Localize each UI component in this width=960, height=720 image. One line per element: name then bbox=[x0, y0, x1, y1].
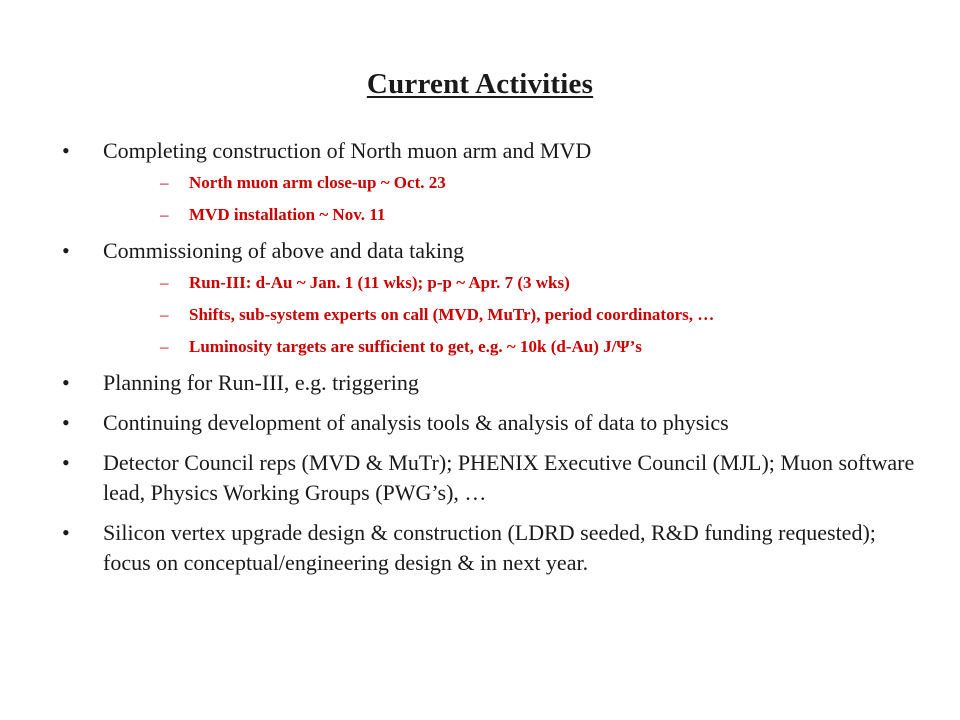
sub-text: Luminosity targets are sufficient to get, e.g. ~ 10k (d-Au) J/Ψ’s bbox=[189, 337, 642, 356]
bullet-text: Silicon vertex upgrade design & construction (LDRD seeded, R&D funding requested); focus on conceptual/engineering design & in next year. bbox=[103, 520, 876, 575]
sub-item bbox=[103, 172, 920, 194]
bullet-item bbox=[60, 236, 920, 358]
sub-dash: – bbox=[160, 273, 169, 292]
sub-text: MVD installation ~ Nov. 11 bbox=[189, 205, 386, 224]
bullet-item bbox=[60, 408, 920, 438]
sub-item bbox=[103, 336, 920, 358]
sub-text: North muon arm close-up ~ Oct. 23 bbox=[189, 173, 446, 192]
sub-list bbox=[103, 272, 920, 358]
bullet-dot: • bbox=[62, 450, 70, 475]
bullet-text: Commissioning of above and data taking bbox=[103, 238, 465, 263]
sub-text: Run-III: d-Au ~ Jan. 1 (11 wks); p-p ~ Apr. 7 (3 wks) bbox=[189, 273, 570, 292]
sub-item bbox=[103, 204, 920, 226]
bullet-dot: • bbox=[62, 410, 70, 435]
bullet-item bbox=[60, 448, 920, 508]
bullet-dot: • bbox=[62, 238, 70, 263]
bullet-text: Planning for Run-III, e.g. triggering bbox=[103, 370, 419, 395]
sub-item bbox=[103, 272, 920, 294]
sub-dash: – bbox=[160, 173, 169, 192]
bullet-text: Detector Council reps (MVD & MuTr); PHENIX Executive Council (MJL); Muon software lead, Physics Working Groups (PWG’s), … bbox=[103, 450, 915, 505]
bullet-item bbox=[60, 368, 920, 398]
bullet-dot: • bbox=[62, 520, 70, 545]
bullet-text: Completing construction of North muon arm and MVD bbox=[103, 138, 592, 163]
sub-list bbox=[103, 172, 920, 226]
bullet-list bbox=[60, 136, 920, 588]
bullet-item bbox=[60, 136, 920, 226]
bullet-dot: • bbox=[62, 370, 70, 395]
sub-dash: – bbox=[160, 205, 169, 224]
bullet-item bbox=[60, 518, 920, 578]
sub-item bbox=[103, 304, 920, 326]
sub-dash: – bbox=[160, 337, 169, 356]
sub-text: Shifts, sub-system experts on call (MVD, MuTr), period coordinators, … bbox=[189, 305, 715, 324]
sub-dash: – bbox=[160, 305, 169, 324]
slide-title: Current Activities bbox=[366, 68, 594, 100]
bullet-dot: • bbox=[62, 138, 70, 163]
bullet-text: Continuing development of analysis tools & analysis of data to physics bbox=[103, 410, 729, 435]
